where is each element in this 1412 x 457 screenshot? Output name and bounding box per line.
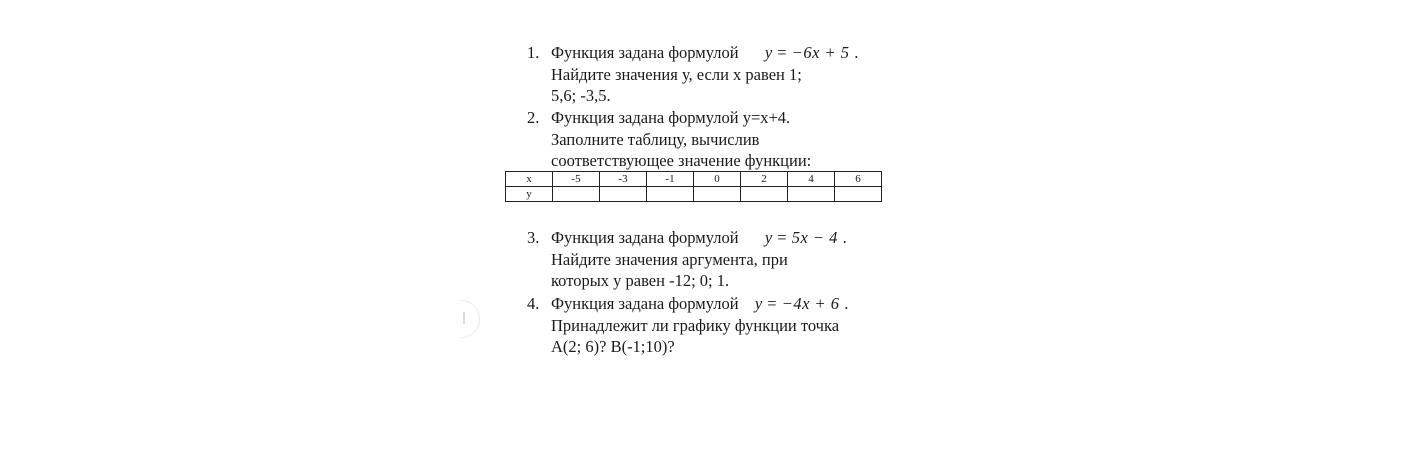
page-handle-icon[interactable] — [442, 300, 480, 338]
table-cell: 2 — [741, 172, 788, 187]
task-3 — [527, 227, 907, 292]
table-header-cell: x — [506, 172, 553, 187]
table-cell: -1 — [647, 172, 694, 187]
formula: y = −6x + 5 . — [764, 43, 859, 62]
task-text: 5,6; -3,5. — [551, 86, 611, 105]
task-text: Функция задана формулой — [551, 228, 739, 247]
task-number: 2. — [527, 108, 540, 127]
task-text: Заполните таблицу, вычислив — [551, 129, 760, 149]
task-text: Найдите значения аргумента, при — [551, 249, 788, 269]
task-text: Функция задана формулой у=х+4. — [551, 108, 791, 127]
task-text: которых у равен -12; 0; 1. — [551, 271, 730, 290]
task-body — [551, 227, 907, 292]
table-cell — [553, 187, 600, 202]
table-cell — [835, 187, 882, 202]
task-text: Функция задана формулой — [551, 43, 739, 62]
task-1 — [527, 42, 907, 107]
task-text: А(2; 6)? В(-1;10)? — [551, 337, 675, 356]
task-2 — [527, 107, 907, 172]
table-cell: 0 — [694, 172, 741, 187]
values-table — [505, 171, 882, 202]
task-body — [551, 293, 907, 358]
task-line — [551, 293, 907, 315]
task-number: 3. — [527, 228, 540, 247]
table-cell — [694, 187, 741, 202]
table-cell — [741, 187, 788, 202]
task-text: Найдите значения у, если х равен 1; — [551, 64, 802, 84]
table-cell: 6 — [835, 172, 882, 187]
formula: y = −4x + 6 . — [754, 294, 849, 313]
task-body — [551, 107, 907, 172]
table-cell — [600, 187, 647, 202]
table-row-x — [506, 172, 882, 187]
table-cell: -3 — [600, 172, 647, 187]
task-body — [551, 42, 907, 107]
task-text: соответствующее значение функции: — [551, 151, 812, 170]
task-number: 1. — [527, 43, 540, 62]
formula: y = 5x − 4 . — [764, 228, 848, 247]
table-cell — [647, 187, 694, 202]
task-text: Функция задана формулой — [551, 294, 739, 313]
task-line — [551, 227, 907, 249]
task-4 — [527, 293, 907, 358]
table-cell — [788, 187, 835, 202]
table-header-cell: y — [506, 187, 553, 202]
task-line — [551, 42, 907, 64]
task-number: 4. — [527, 294, 540, 313]
task-text: Принадлежит ли графику функции точка — [551, 315, 840, 335]
table-cell: 4 — [788, 172, 835, 187]
table-row-y — [506, 187, 882, 202]
table-cell: -5 — [553, 172, 600, 187]
